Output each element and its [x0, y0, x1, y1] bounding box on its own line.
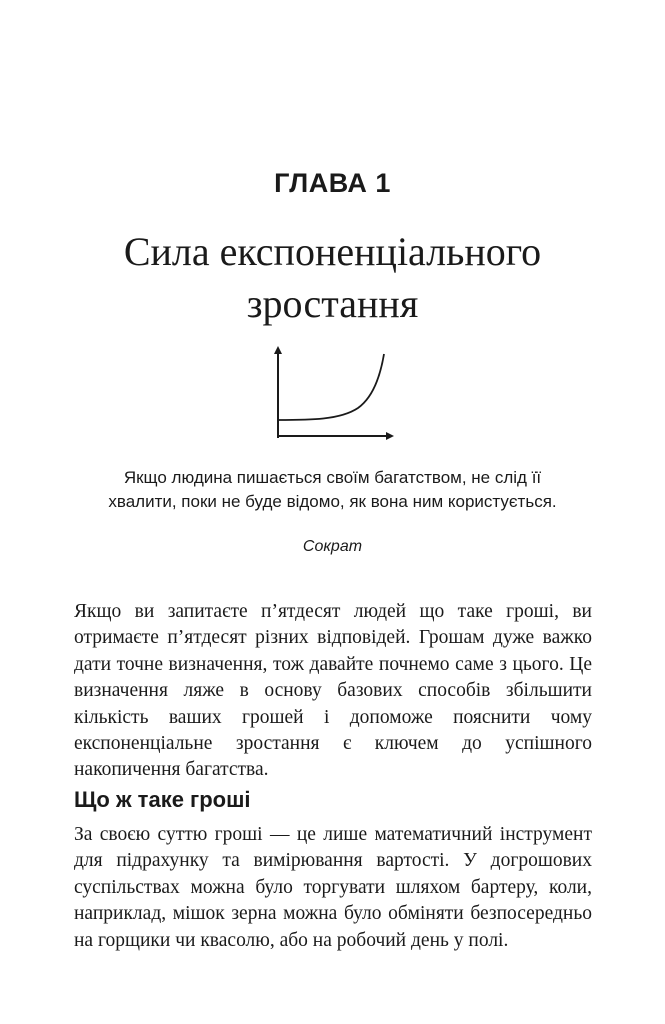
section-paragraph: За своєю суттю гроші — це лише математичний інструмент для підрахунку та вимірювання вартості. У догрошових суспільствах можна було торгувати шляхом бартеру, коли, наприклад, мішок зерна можна було обміняти безпосередньо на горщики чи квасолю, або на робочий день у полі. [74, 824, 592, 951]
chart-y-axis-arrow [274, 346, 282, 354]
epigraph-author: Сократ [302, 538, 363, 555]
epigraph-quote: Якщо людина пишається своїм багатством, не слід її хвалити, поки не буде відомо, як вона ним користується. [108, 468, 557, 511]
section-heading: Що ж таке гроші [74, 787, 251, 812]
intro-paragraph: Якщо ви запитаєте п’ятдесят людей що таке гроші, ви отримаєте п’ятдесят різних відповідей. Грошам дуже важко дати точне визначення, тож давайте почнемо саме з цього. Це визначення ляже в основу базових способів збільшити кількість ваших грошей і допоможе пояснити чому експоненціальне зростання є ключем до успішного накопичення багатства. [74, 601, 592, 781]
chapter-title-line-2: зростання [246, 281, 419, 326]
chapter-title [0, 226, 665, 330]
chapter-title-line-1: Сила експоненціального [123, 229, 542, 274]
chapter-label: ГЛАВА 1 [274, 168, 391, 198]
chart-x-axis-arrow [386, 432, 394, 440]
exponential-growth-curve-icon [270, 346, 394, 440]
chart-growth-curve [278, 354, 384, 420]
